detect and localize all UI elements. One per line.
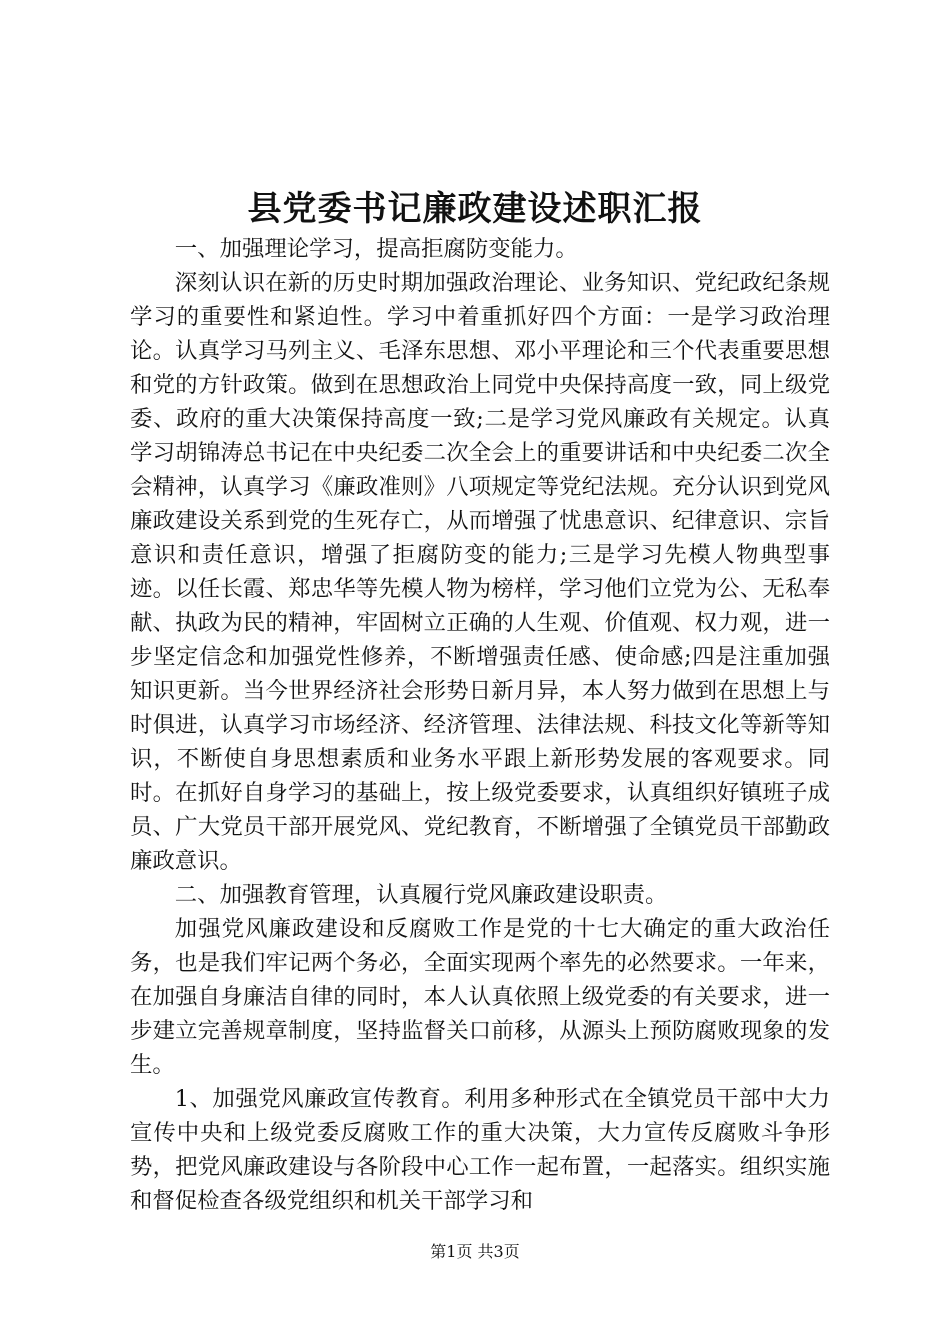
section-heading-2: 二、加强教育管理，认真履行党风廉政建设职责。 [174,882,668,908]
document-body [130,232,830,1218]
page-footer: 第1页 共3页 [430,1242,520,1261]
document-title: 县党委书记廉政建设述职汇报 [247,189,703,229]
paragraph-study: 深刻认识在新的历史时期加强政治理论、业务知识、党纪政纪条规学习的重要性和紧迫性。学习中着重抓好四个方面：一是学习政治理论。认真学习马列主义、毛泽东思想、邓小平理论和三个代表重要思想和党的方针政策。做到在思想政治上同党中央保持高度一致，同上级党委、政府的重大决策保持高度一致;二是学习党风廉政有关规定。认真学习胡锦涛总书记在中央纪委二次全会上的重要讲话和中央纪委二次全会精神，认真学习《廉政准则》八项规定等党纪法规。充分认识到党风廉政建设关系到党的生死存亡，从而增强了忧患意识、纪律意识、宗旨意识和责任意识，增强了拒腐防变的能力;三是学习先模人物典型事迹。以任长霞、郑忠华等先模人物为榜样，学习他们立党为公、无私奉献、执政为民的精神，牢固树立正确的人生观、价值观、权力观，进一步坚定信念和加强党性修养，不断增强责任感、使命感;四是注重加强知识更新。当今世界经济社会形势日新月异，本人努力做到在思想上与时俱进，认真学习市场经济、经济管理、法律法规、科技文化等新等知识，不断使自身思想素质和业务水平跟上新形势发展的客观要求。同时。在抓好自身学习的基础上，按上级党委要求，认真组织好镇班子成员、广大党员干部开展党风、党纪教育，不断增强了全镇党员干部勤政廉政意识。 [130,270,830,874]
paragraph-education: 加强党风廉政建设和反腐败工作是党的十七大确定的重大政治任务，也是我们牢记两个务必，全面实现两个率先的必然要求。一年来，在加强自身廉洁自律的同时，本人认真依照上级党委的有关要求，进一步建立完善规章制度，坚持监督关口前移，从源头上预防腐败现象的发生。 [130,916,830,1078]
section-heading-1: 一、加强理论学习，提高拒腐防变能力。 [174,236,578,262]
paragraph-propaganda: 1、加强党风廉政宣传教育。利用多种形式在全镇党员干部中大力宣传中央和上级党委反腐败工作的重大决策，大力宣传反腐败斗争形势，把党风廉政建设与各阶段中心工作一起布置，一起落实。组织实施和督促检查各级党组织和机关干部学习和 [130,1086,830,1214]
